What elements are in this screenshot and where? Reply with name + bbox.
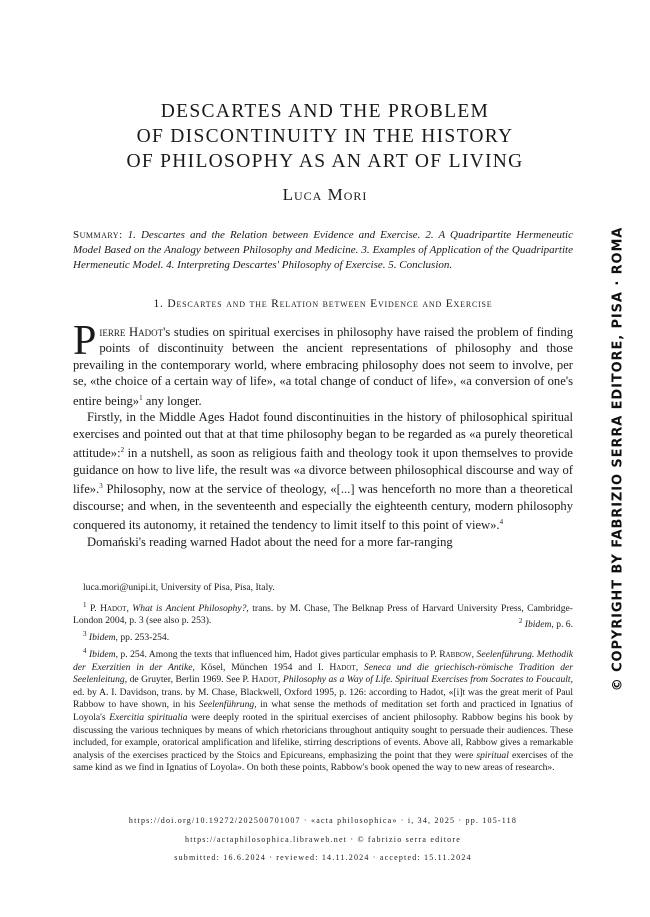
footnote-4-title: spiritual: [476, 749, 509, 761]
paragraph-1: [73, 318, 573, 409]
footnote-1-author: P. Hadot,: [89, 602, 129, 614]
footnote-4-title: Seelenführung. Methodik der Exerzitien in der Antike: [73, 648, 574, 673]
author-mention: ierre Hadot: [99, 325, 164, 339]
footnote-4-title: Seelenführung: [198, 699, 255, 711]
author-email-line: luca.mori@unipi.it, University of Pisa, Pisa, Italy.: [83, 582, 275, 593]
title-line-1: DESCARTES AND THE PROBLEM: [160, 101, 490, 122]
paragraph-1-end: any longer.: [142, 393, 202, 408]
title-line-2: OF DISCONTINUITY IN THE HISTORY: [136, 126, 514, 147]
footnote-2-num: 2: [518, 617, 523, 626]
summary-text: 1. Descartes and the Relation between Evidence and Exercise. 2. A Quadripartite Hermeneutic Model Based on the Analogy between Philosophy and Medicine. 3. Examples of Application of the Quadripartite Hermeneutic Model. 4. Interpreting Descartes' Philosophy of Exercise. 5. Conclusion.: [73, 229, 573, 272]
footnote-2: [509, 615, 573, 632]
paragraph-2-a: Firstly, in the Middle Ages Hadot found discontinuities in the history of philosophical spiritual exercises and pointed out that at that time philosophy began to be regarded as «a purely theoretical attitude»:: [73, 410, 573, 461]
footnote-4-part: , p. 254. Among the texts that influenced him, Hadot gives particular emphasis to P.: [115, 648, 440, 660]
footnote-4-part: , Kösel, München 1954 and I.: [192, 661, 330, 673]
footnote-4-title: Exercitia spiritualia: [109, 711, 188, 723]
footnote-3: [73, 628, 573, 645]
footnote-4-part: ,: [355, 661, 364, 673]
footnote-4-part: , ed. by A. I. Davidson, trans. by M. Chase, Blackwell, Oxford 1995, p. 126: according to Hadot, «[i]t was the great merit of Paul Rabbow to have shown, in his: [73, 674, 574, 711]
footnote-1: [73, 599, 573, 631]
doi-line[interactable]: https://doi.org/10.19272/202500701007 · «acta philosophica» · i, 34, 2025 · pp. 105-118: [128, 816, 518, 825]
footnote-ref-3[interactable]: 3: [99, 482, 103, 491]
footnote-4-part: exercises of the same kind as we find in Ignatius of Loyola». On both these points, Rabbow's book opened the way to new areas of research».: [73, 749, 573, 774]
footnote-4-part: ,: [471, 648, 477, 660]
body-text: [73, 318, 573, 550]
footnote-4-ibidem: Ibidem: [88, 648, 116, 660]
article-title: [60, 99, 590, 174]
section-heading: 1. Descartes and the Relation between Evidence and Exercise: [153, 298, 493, 310]
footnote-3-text: , pp. 253-254.: [115, 632, 170, 644]
paragraph-2-b: in a nutshell, as soon as religious faith and theology took it upon themselves to provide guidance on how to live life, the result was «a divorce between philosophical discourse and way of life».: [73, 446, 573, 497]
footnote-3-ibidem: Ibidem: [88, 632, 116, 644]
footnote-4-title: Seneca und die griechisch-römische Tradition der Seelenleitung: [73, 661, 574, 686]
publication-info: [73, 812, 573, 868]
footnote-4-author: Rabbow: [439, 648, 472, 660]
footnote-4-num: 4: [83, 646, 87, 655]
paragraph-2-c: Philosophy, now at the service of theology, «[...] was henceforth no more than a theoretical discourse; and when, in the seventeenth and especially the eighteenth century, modern philosophy conquered its autonomy, it retained the tendency to limit itself to this point of view».: [73, 482, 573, 533]
footnote-1-title: What is Ancient Philosophy?: [132, 602, 247, 614]
footnote-4-part: , de Gruyter, Berlin 1969. See P.: [124, 674, 252, 686]
footnote-2-ibidem: Ibidem: [524, 619, 552, 631]
footnote-ref-4[interactable]: 4: [499, 518, 504, 527]
footnote-3-num: 3: [83, 629, 87, 638]
dates-line: submitted: 16.6.2024 · reviewed: 14.11.2024 · accepted: 15.11.2024: [174, 853, 472, 862]
footnote-4-part: , in what sense the methods of meditation set forth and practiced in Ignatius of Loyola's: [73, 699, 573, 723]
paragraph-2: [73, 409, 573, 533]
title-line-3: OF PHILOSOPHY AS AN ART OF LIVING: [126, 151, 524, 172]
paragraph-3: Domański's reading warned Hadot about the need for a more far-ranging: [87, 534, 453, 549]
paragraph-1-text: 's studies on spiritual exercises in philosophy have raised the problem of finding points of discontinuity between the ancient representations of philosophy and those prevailing in the contemporary world, where embracing philosophy does not seem to involve, per se, «the choice of a certain way of life», «a total change of conduct of life», «a conversion of one's entire being»: [73, 325, 573, 408]
footnote-ref-2[interactable]: 2: [120, 446, 125, 455]
footnotes: [73, 582, 573, 775]
footnote-4-author: Hadot: [329, 661, 356, 673]
footnote-4: [73, 645, 573, 775]
footnote-4-part: were deeply rooted in the spiritual exercises of ancient philosophy. Rabbow begins his book by discussing the various techniques by means of which rhetoricians throughout antiquity sought to persuade their audiences. These included, for example, oratorical amplification and lifelike, stirring descriptions of events. Above all, Rabbow gives a remarkable analysis of the exercises practiced by the Stoics and Epicureans, emphasizing the point that they were: [73, 711, 573, 761]
summary: [73, 228, 573, 274]
footnote-1-num: 1: [83, 600, 87, 609]
footnote-4-title: Philosophy as a Way of Life. Spiritual Exercises from Socrates to Foucault: [282, 674, 571, 686]
drop-cap: P: [73, 318, 97, 364]
author-name: Luca Mori: [282, 185, 368, 204]
footnote-4-author: Hadot: [251, 674, 278, 686]
footnote-4-part: ,: [277, 674, 283, 686]
summary-label: Summary:: [73, 229, 123, 241]
footnote-2-text: , p. 6.: [551, 619, 573, 631]
journal-url-line[interactable]: https://actaphilosophica.libraweb.net · © fabrizio serra editore: [185, 834, 461, 844]
footnote-1-text: , trans. by M. Chase, The Belknap Press of Harvard University Press, Cambridge-London 2004, p. 3 (see also p. 253).: [73, 602, 573, 627]
copyright-text: © COPYRIGHT BY FABRIZIO SERRA EDITORE, PISA · ROMA: [610, 226, 626, 692]
footnote-ref-1[interactable]: 1: [139, 393, 143, 402]
